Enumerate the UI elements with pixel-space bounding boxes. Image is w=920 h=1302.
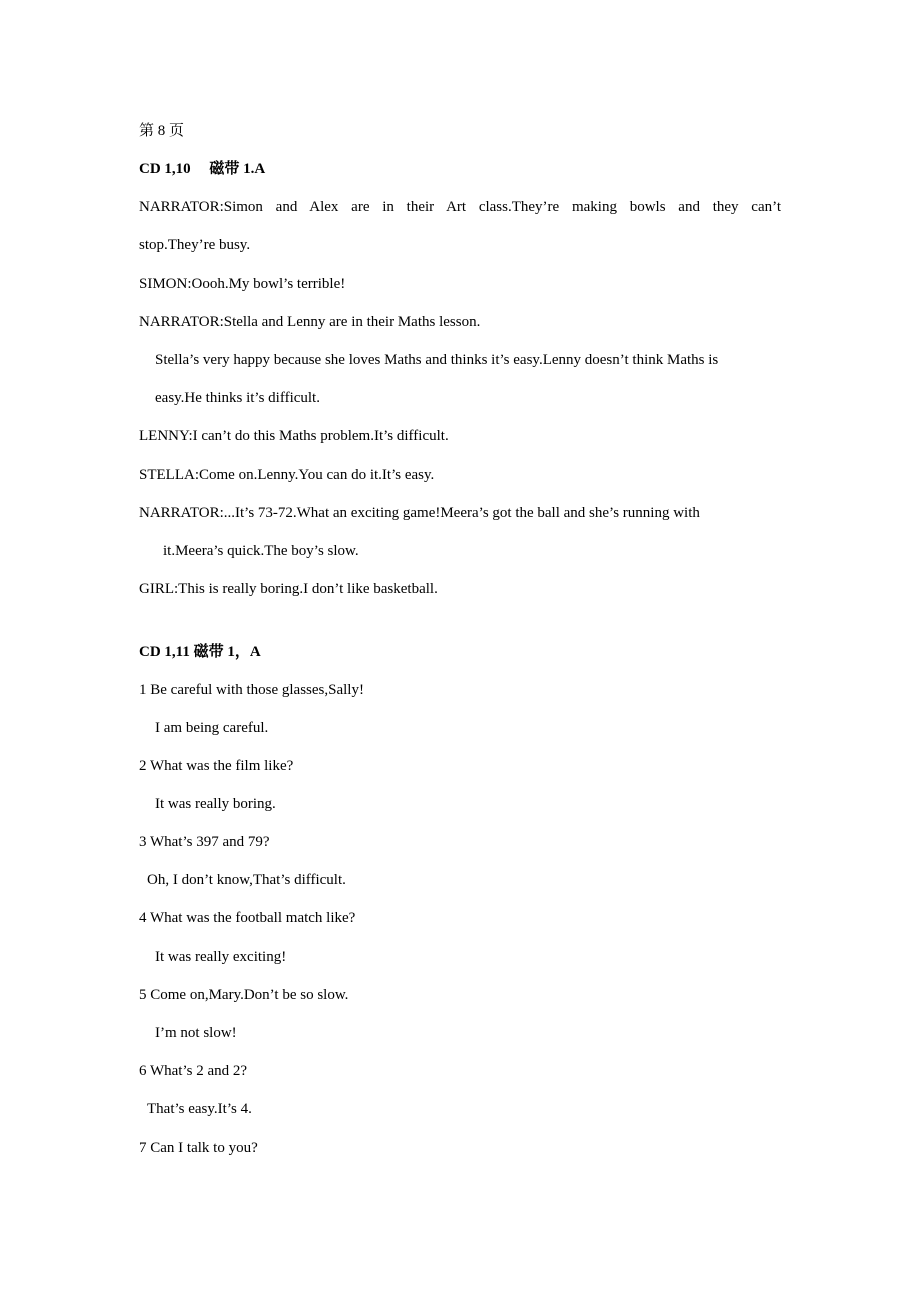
transcript-line: it.Meera’s quick.The boy’s slow. [163,543,359,559]
transcript-line: GIRL:This is really boring.I don’t like basketball. [139,581,438,597]
section-heading-cd-1-11: CD 1,11 磁带 1，A [139,644,261,660]
section-heading-cd-1-10: CD 1,10 磁带 1.A [139,161,266,177]
exercise-line: 5 Come on,Mary.Don’t be so slow. [139,987,349,1003]
transcript-line: STELLA:Come on.Lenny.You can do it.It’s easy. [139,467,435,483]
transcript-line: stop.They’re busy. [139,237,251,253]
exercise-answer: That’s easy.It’s 4. [147,1101,252,1117]
exercise-answer: It was really boring. [155,796,276,812]
exercise-answer: It was really exciting! [155,949,287,965]
exercise-line: 3 What’s 397 and 79? [139,834,270,850]
exercise-line: 1 Be careful with those glasses,Sally! [139,682,364,698]
transcript-line: LENNY:I can’t do this Maths problem.It’s difficult. [139,428,449,444]
exercise-line: 6 What’s 2 and 2? [139,1063,248,1079]
page-label: 第 8 页 [139,123,185,139]
exercise-line: 4 What was the football match like? [139,910,356,926]
exercise-line: 2 What was the film like? [139,758,294,774]
exercise-answer: Oh, I don’t know,That’s difficult. [147,872,346,888]
transcript-line: NARRATOR:Stella and Lenny are in their Maths lesson. [139,314,481,330]
transcript-line: Stella’s very happy because she loves Maths and thinks it’s easy.Lenny doesn’t think Maths is [155,352,719,368]
exercise-answer: I am being careful. [155,720,269,736]
exercise-answer: I’m not slow! [155,1025,237,1041]
transcript-line: easy.He thinks it’s difficult. [155,390,320,406]
transcript-line: NARRATOR:...It’s 73-72.What an exciting game!Meera’s got the ball and she’s running with [139,505,700,521]
transcript-line: SIMON:Oooh.My bowl’s terrible! [139,276,346,292]
transcript-line: NARRATOR:Simon and Alex are in their Art class.They’re making bowls and they can’t [139,199,781,215]
exercise-line: 7 Can I talk to you? [139,1140,258,1156]
